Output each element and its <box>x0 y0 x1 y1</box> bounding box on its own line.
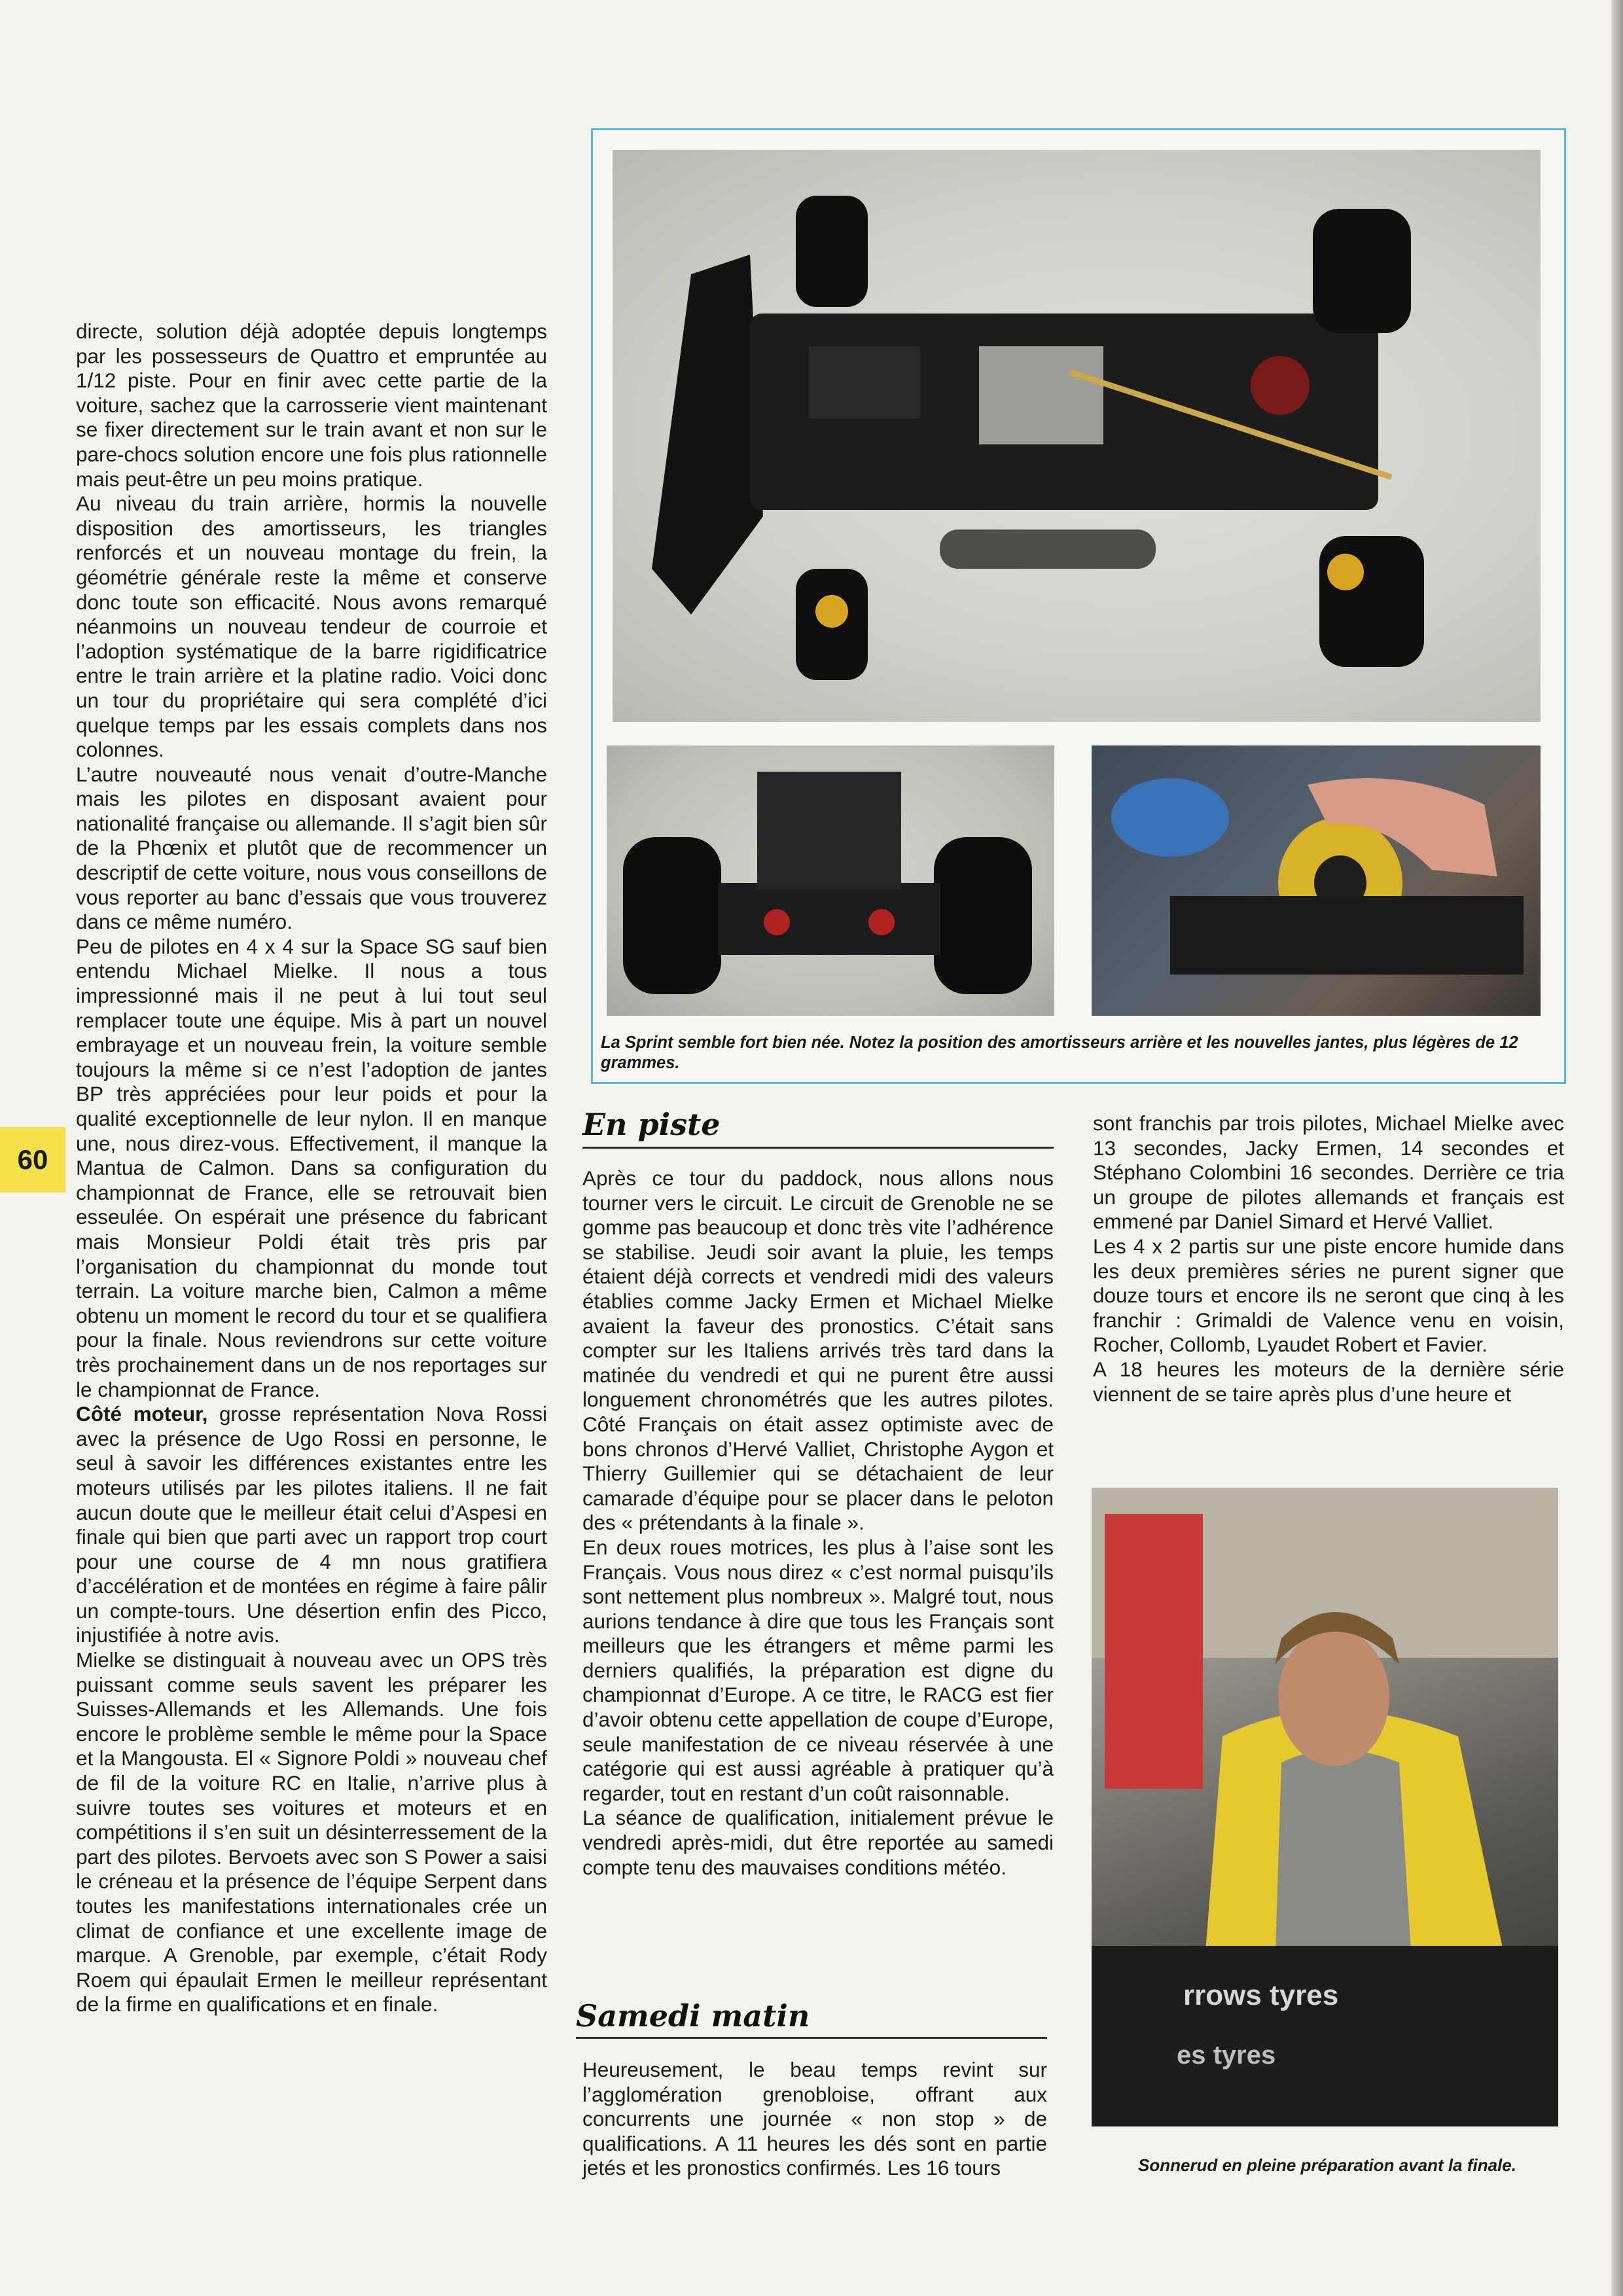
heading-en-piste: En piste <box>582 1107 721 1142</box>
cote-moteur-lead: Côté moteur, <box>76 1402 208 1426</box>
en-piste-column <box>582 1166 1054 1880</box>
tyre-brand-text-2: es tyres <box>1177 2041 1276 2070</box>
photo-sonnerud <box>1092 1488 1558 2126</box>
tyre-brand-text-1: rrows tyres <box>1183 1979 1339 2011</box>
spectator-shirt-shape <box>1105 1514 1203 1789</box>
cote-moteur-text: grosse représentation Nova Rossi avec la présence de Ugo Rossi en personne, le seul à savoir les différences existantes entre les moteurs utilisés par les pilotes italiens. Il ne fait aucun doute que le meilleur était celui d’Aspesi en finale qui bien que parti avec un rapport trop court pour une course de 4 mn nous gratifiera d’accélération et de montées en régime à faire pâlir un compte-tours. Une désertion enfin des Picco, injustifiée à notre avis. <box>76 1402 547 1647</box>
left-column <box>76 319 547 2017</box>
right-paragraph-3: A 18 heures les moteurs de la dernière série viennent de se taire après plus d’une heure et <box>1093 1357 1564 1406</box>
shock-top-left-shape <box>764 909 790 935</box>
page-number: 60 <box>17 1144 48 1175</box>
left-paragraph-1: directe, solution déjà adoptée depuis longtemps par les possesseurs de Quattro et empruntée au 1/12 piste. Pour en finir avec cette partie de la voiture, sachez que la carrosserie vient maintenant se fixer directement sur le train avant et non sur le pare-chocs solution encore une fois plus rationnelle mais peut-être un peu moins pratique. <box>76 319 547 491</box>
right-column <box>1093 1111 1564 1407</box>
tyre-stack-shape <box>1092 1946 1558 2126</box>
rear-tyre-top-shape <box>796 196 868 307</box>
left-paragraph-4: Peu de pilotes en 4 x 4 sur la Space SG sauf bien entendu Michael Mielke. Il nous a tous impressionné mais il ne peut à lui tout seul remplacer toute une équipe. Mis à part un nouvel embrayage et un nouveau frein, la voiture semble toujours la même si ce n’est l’adoption de jantes BP très appréciées pour leur poids et pour la qualité exceptionnelle de leur nylon. Il en manque une, nous direz-vous. Effectivement, il manque la Mantua de Calmon. Dans sa configuration du championnat de France, elle se retrouvait bien esseulée. On espérait une présence du fabricant mais Monsieur Poldi était très pris par l’organisation du championnat du monde tout terrain. La voiture marche bien, Calmon a même obtenu un moment le record du tour et se qualifiera pour la finale. Nous reviendrons sur cette voiture très prochainement dans un de nos reportages sur le championnat de France. <box>76 934 547 1401</box>
photo-sprint-rear-view <box>607 745 1054 1016</box>
rear-axle-shape <box>718 883 940 955</box>
en-piste-paragraph-3: La séance de qualification, initialement prévue le vendredi après-midi, dut être reportée au samedi compte tenu des mauvaises conditions météo. <box>582 1806 1054 1879</box>
page-number-tab <box>0 1127 65 1193</box>
left-paragraph-5 <box>76 1402 547 1648</box>
page-edge-shadow <box>1611 0 1623 2296</box>
samedi-matin-column <box>582 2058 1047 2181</box>
rim-shape-2 <box>1327 554 1364 590</box>
photo-caption-sonnerud: Sonnerud en pleine préparation avant la finale. <box>1138 2155 1516 2175</box>
fuel-tank-shape <box>979 346 1103 444</box>
engine-head-shape <box>1251 356 1310 415</box>
right-tyre-shape <box>934 837 1032 994</box>
portrait-illustration <box>1092 1488 1558 2126</box>
front-tyre-bottom-shape <box>1319 536 1424 667</box>
heading-rule-samedi-matin <box>576 2037 1047 2039</box>
right-paragraph-2: Les 4 x 2 partis sur une piste encore humide dans les deux premières séries ne purent signer que douze tours et encore ils ne seront que cinq à les franchir : Grimaldi de Valence venu en voisin, Rocher, Collomb, Lyaudet Robert et Favier. <box>1093 1234 1564 1357</box>
chassis-illustration <box>613 150 1541 722</box>
left-paragraph-3: L’autre nouveauté nous venait d’outre-Manche mais les pilotes en disposant avaient pour nationalité française ou allemande. Il s’agit bien sûr de la Phœnix et plutôt que de recommencer un descriptif de cette voiture, nous vous conseillons de vous reporter au banc d’essais que vous trouverez dans ce même numéro. <box>76 762 547 934</box>
right-paragraph-1: sont franchis par trois pilotes, Michael Mielke avec 13 secondes, Jacky Ermen, 14 secondes et Stéphano Colombini 16 secondes. Derrière ce tria un groupe de pilotes allemands et français est emmené par Daniel Simard et Hervé Valliet. <box>1093 1111 1564 1234</box>
photo-caption-sprint: La Sprint semble fort bien née. Notez la position des amortisseurs arrière et les nouvelles jantes, plus légères de 12 grammes. <box>601 1033 1518 1072</box>
cap-shape <box>1111 778 1229 857</box>
wheel-illustration <box>1092 745 1541 1016</box>
servo-shape <box>809 346 920 418</box>
engine-block-shape <box>757 772 901 889</box>
en-piste-paragraph-2: En deux roues motrices, les plus à l’aise sont les Français. Vous nous direz « c’est normal puisqu’ils sont nettement plus nombreux ». Malgré tout, nous aurions tendance à dire que tous les Français sont meilleurs que les étrangers et même parmi les derniers qualifiés, la préparation est digne du championnat d’Europe. A ce titre, le RACG est fier d’avoir obtenu cette appellation de coupe d’Europe, seule manifestation de ce niveau réservée à une catégorie qui est aussi agréable à pratiquer qu’à regarder, tout en restant d’un coût raisonnable. <box>582 1535 1054 1805</box>
face-shape <box>1278 1628 1389 1766</box>
left-paragraph-6: Mielke se distinguait à nouveau avec un OPS très puissant comme seuls savent les préparer les Suisses-Allemands et les Allemands. Une fois encore le problème semble le même pour la Space et la Mangousta. El « Signore Poldi » nouveau chef de fil de la voiture RC en Italie, n’arrive plus à suivre toutes ses voitures et moteurs et en compétitions il s’en suit un désinterressement de la part des pilotes. Bervoets avec son S Power a saisi le créneau et la présence de l’équipe Serpent dans toutes les manifestations internationales crée un climat de confiance et une excellente image de marque. A Grenoble, par exemple, c’était Rody Roem qui épaulait Ermen le meilleur représentant de la firme en qualifications et en finale. <box>76 1648 547 2017</box>
en-piste-paragraph-1: Après ce tour du paddock, nous allons nous tourner vers le circuit. Le circuit de Grenoble ne se gomme pas beaucoup et donc très vite l’adhérence se stabilise. Jeudi soir avant la pluie, les temps étaient déjà corrects et vendredi midi des valeurs établies comme Jacky Ermen et Michael Mielke avaient la faveur des pronostics. C’était sans compter sur les Italiens arrivés très tard dans la matinée du vendredi et qui ne purent être aussi longuement chronométrés que les autres pilotes. Côté Français on était assez optimiste avec de bons chronos d’Hervé Valliet, Christophe Aygon et Thierry Guillemier qui se détachaient de leur camarade d’équipe pour se placer dans le peloton des « prétendants à la finale ». <box>582 1166 1054 1535</box>
heading-rule-en-piste <box>582 1147 1054 1149</box>
left-paragraph-2: Au niveau du train arrière, hormis la nouvelle disposition des amortisseurs, les triangles renforcés et un nouveau montage du frein, la géométrie générale reste la même et conserve donc toute son efficacité. Nous avons remarqué néanmoins un nouveau tendeur de courroie et l’adoption systématique de la barre rigidificatrice entre le train arrière et la platine radio. Voici donc un tour du propriétaire qui sera complété d’ici quelque temps par les essais complets dans nos colonnes. <box>76 492 547 762</box>
heading-samedi-matin: Samedi matin <box>576 1998 810 2034</box>
shock-top-right-shape <box>868 909 895 935</box>
samedi-matin-paragraph-1: Heureusement, le beau temps revint sur l’agglomération grenobloise, offrant aux concurrents une journée « non stop » de qualifications. A 11 heures les dés sont en partie jetés et les pronostics confirmés. Les 16 tours <box>582 2058 1047 2180</box>
rim-shape <box>815 595 848 628</box>
rear-wing-shape <box>652 255 763 615</box>
photo-wheel-in-hand <box>1092 745 1541 1016</box>
grey-vest-shape <box>1275 1749 1412 1972</box>
front-tyre-top-shape <box>1313 209 1411 333</box>
photo-sprint-chassis-top <box>613 150 1541 722</box>
exhaust-shape <box>940 529 1156 569</box>
left-tyre-shape <box>623 837 721 994</box>
rear-view-illustration <box>607 745 1054 1016</box>
car-body-shape <box>1170 896 1524 975</box>
